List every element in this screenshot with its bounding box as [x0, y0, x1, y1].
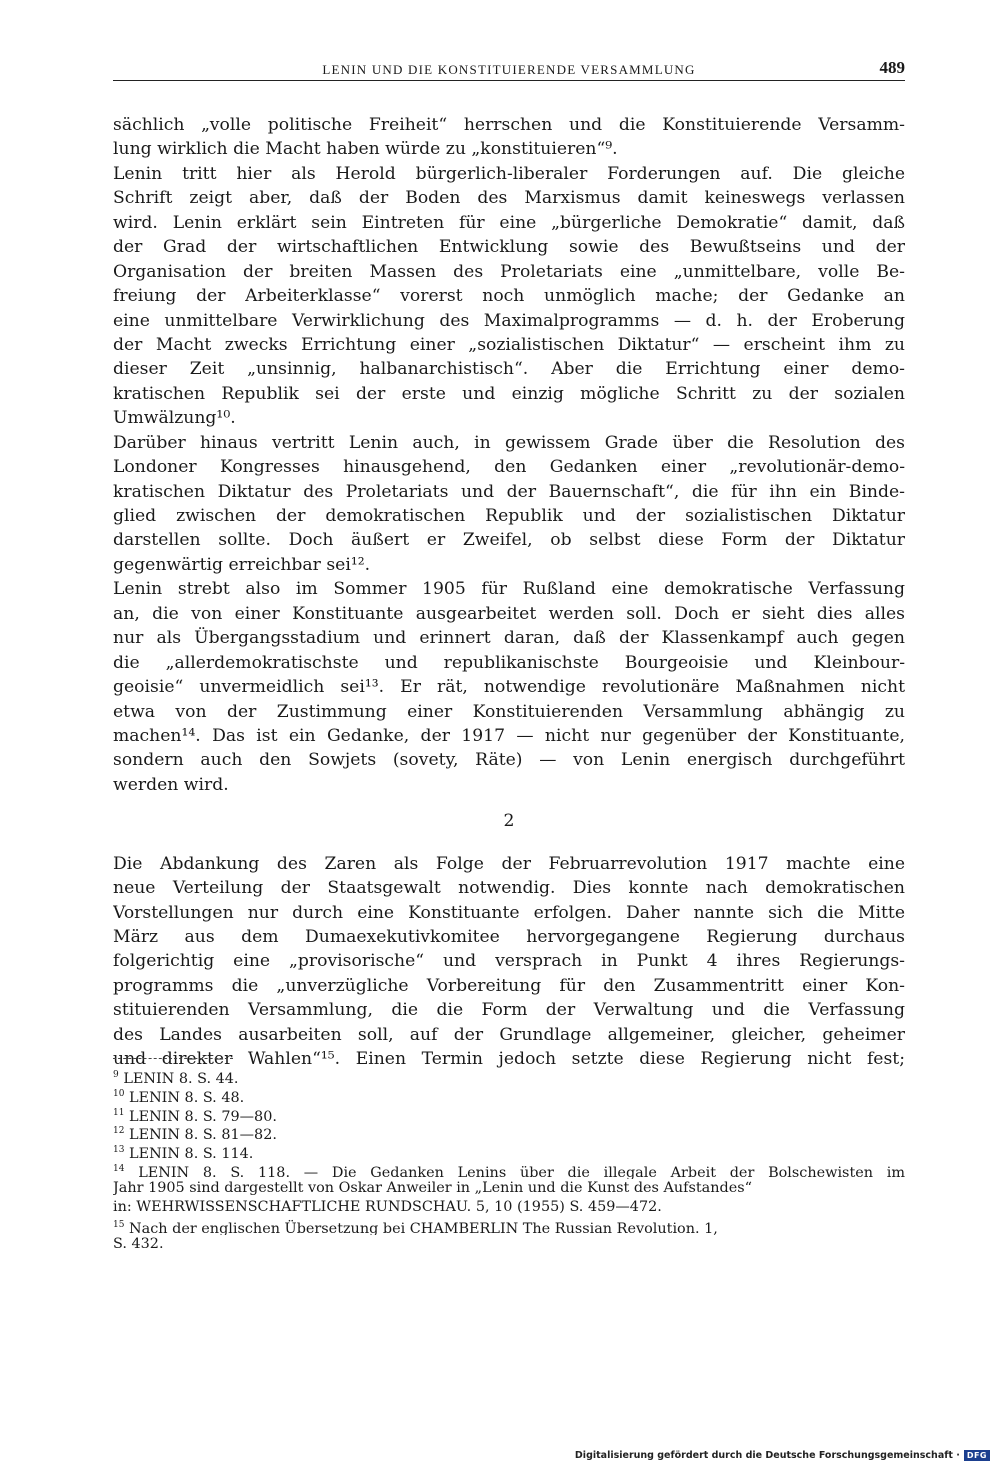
footnote [113, 1085, 905, 1104]
footnote-continuation [113, 1235, 905, 1254]
footnotes [113, 1066, 905, 1254]
footnote-continuation [113, 1179, 905, 1198]
footnote-text: LENIN 8. S. 48. [129, 1089, 245, 1104]
text-line: lung wirklich die Macht haben würde zu „konstituieren“⁹. [113, 139, 618, 160]
text-line: programms die „unverzügliche Vorbereitung für den Zusammentritt einer Kon- [113, 975, 905, 996]
text-line: kratischen Diktatur des Proletariats und der Bauernschaft“, die für ihn ein Binde- [113, 481, 905, 502]
text-line: der Macht zwecks Errichtung einer „sozialistischen Diktatur“ — erscheint ihm zu [113, 334, 905, 355]
footnote-text: in: WEHRWISSENSCHAFTLICHE RUNDSCHAU. 5, 10 (1955) S. 459—472. [113, 1198, 662, 1215]
footnote-number: 9 [113, 1070, 119, 1080]
text-line: kratischen Republik sei der erste und einzig mögliche Schritt zu der sozialen [113, 383, 905, 404]
footnote-text: LENIN 8. S. 81—82. [129, 1127, 277, 1142]
text-line: des Landes ausarbeiten soll, auf der Grundlage allgemeiner, gleicher, geheimer [113, 1024, 905, 1045]
text-line: Darüber hinaus vertritt Lenin auch, in gewissem Grade über die Resolution des [113, 432, 905, 453]
footnote-number: 15 [113, 1220, 125, 1231]
text-line: Lenin strebt also im Sommer 1905 für Rußland eine demokratische Verfassung [113, 579, 905, 600]
text-line: nur als Übergangsstadium und erinnert daran, daß der Klassenkampf auch gegen [113, 628, 905, 649]
text-line: der Grad der wirtschaftlichen Entwicklung sowie des Bewußtseins und der [113, 237, 905, 258]
text-line: machen¹⁴. Das ist ein Gedanke, der 1917 — nicht nur gegenüber der Konstituante, [113, 725, 905, 746]
running-header [113, 58, 905, 81]
text-line: die „allerdemokratischste und republikanischste Bourgeoisie und Kleinbour- [113, 652, 905, 673]
text-line: geoisie“ unvermeidlich sei¹³. Er rät, notwendige revolutionäre Maßnahmen nicht [113, 677, 905, 698]
footnote-text: S. 432. [113, 1236, 164, 1253]
footnote [113, 1066, 905, 1085]
text-line: werden wird. [113, 774, 229, 795]
text-line: Lenin tritt hier als Herold bürgerlich-liberaler Forderungen auf. Die gleiche [113, 163, 905, 184]
footnote-text: LENIN 8. S. 79—80. [129, 1108, 277, 1123]
dfg-logo: DFG [964, 1450, 990, 1461]
credit-text: Digitalisierung gefördert durch die Deutsche Forschungsgemeinschaft · [574, 1450, 960, 1461]
text-line: stituierenden Versammlung, die die Form der Verwaltung und die Verfassung [113, 1000, 905, 1021]
footnote-divider [113, 1058, 233, 1059]
text-line: Umwälzung¹⁰. [113, 408, 236, 429]
text-line: neue Verteilung der Staatsgewalt notwendig. Dies konnte nach demokratischen [113, 878, 905, 899]
footnote-text: Jahr 1905 sind dargestellt von Oskar Anweiler in „Lenin und die Kunst des Aufstandes“ [113, 1179, 752, 1196]
text-line: sächlich „volle politische Freiheit“ herrschen und die Konstituierende Versamm- [113, 115, 905, 135]
text-line: eine unmittelbare Verwirklichung des Maximalprogramms — d. h. der Eroberung [113, 310, 905, 331]
text-line: sondern auch den Sowjets (sovety, Räte) — von Lenin energisch durchgeführt [113, 750, 905, 771]
footnote-text: LENIN 8. S. 44. [123, 1070, 239, 1085]
text-line: Organisation der breiten Massen des Proletariats eine „unmittelbare, volle Be- [113, 261, 905, 282]
footnote-number: 14 [113, 1163, 125, 1174]
text-line: wird. Lenin erklärt sein Eintreten für eine „bürgerliche Demokratie“ damit, daß [113, 212, 905, 233]
running-head-title: LENIN UND DIE KONSTITUIERENDE VERSAMMLUNG [322, 62, 696, 77]
text-line: Die Abdankung des Zaren als Folge der Februarrevolution 1917 machte eine [113, 853, 905, 874]
text-line: März aus dem Dumaexekutivkomitee hervorgegangene Regierung durchaus [113, 927, 905, 947]
footnote [113, 1122, 905, 1141]
footnote [113, 1160, 905, 1179]
text-line: an, die von einer Konstituante ausgearbeitet werden soll. Doch er sieht dies alles [113, 603, 905, 624]
footnote-number: 12 [113, 1126, 125, 1137]
footnote-number: 11 [113, 1107, 125, 1118]
footnote [113, 1141, 905, 1160]
footnote-number: 10 [113, 1088, 125, 1099]
footnote-number: 13 [113, 1145, 125, 1156]
main-text [113, 113, 905, 1072]
text-line: Vorstellungen nur durch eine Konstituante erfolgen. Daher nannte sich die Mitte [113, 902, 905, 923]
digitization-credit [575, 1450, 990, 1461]
text-line: Londoner Kongresses hinausgehend, den Gedanken einer „revolutionär-demo- [113, 457, 905, 478]
section-number: 2 [503, 811, 515, 832]
text-line: darstellen sollte. Doch äußert er Zweifel, ob selbst diese Form der Diktatur [113, 530, 905, 551]
text-line: dieser Zeit „unsinnig, halbanarchistisch“. Aber die Errichtung einer demo- [113, 359, 905, 380]
text-line: freiung der Arbeiterklasse“ vorerst noch unmöglich mache; der Gedanke an [113, 286, 905, 307]
text-line: etwa von der Zustimmung einer Konstituierenden Versammlung abhängig zu [113, 701, 905, 722]
footnote [113, 1104, 905, 1123]
text-line: und direkter Wahlen“¹⁵. Einen Termin jedoch setzte diese Regierung nicht fest; [113, 1049, 905, 1070]
text-line: glied zwischen der demokratischen Republik und der sozialistischen Diktatur [113, 506, 905, 526]
footnote-text: LENIN 8. S. 114. [129, 1145, 254, 1160]
footnote-continuation [113, 1198, 905, 1217]
text-line: gegenwärtig erreichbar sei¹². [113, 554, 371, 575]
text-line: Schrift zeigt aber, daß der Boden des Marxismus damit keineswegs verlassen [113, 188, 905, 209]
footnote [113, 1216, 905, 1235]
page-number: 489 [879, 58, 905, 77]
footnote-text: LENIN 8. S. 118. — Die Gedanken Lenins über die illegale Arbeit der Bolschewisten im [138, 1164, 905, 1179]
text-line: folgerichtig eine „provisorische“ und versprach in Punkt 4 ihres Regierungs- [113, 951, 905, 972]
footnote-text: Nach der englischen Übersetzung bei CHAMBERLIN The Russian Revolution. 1, [129, 1221, 718, 1236]
